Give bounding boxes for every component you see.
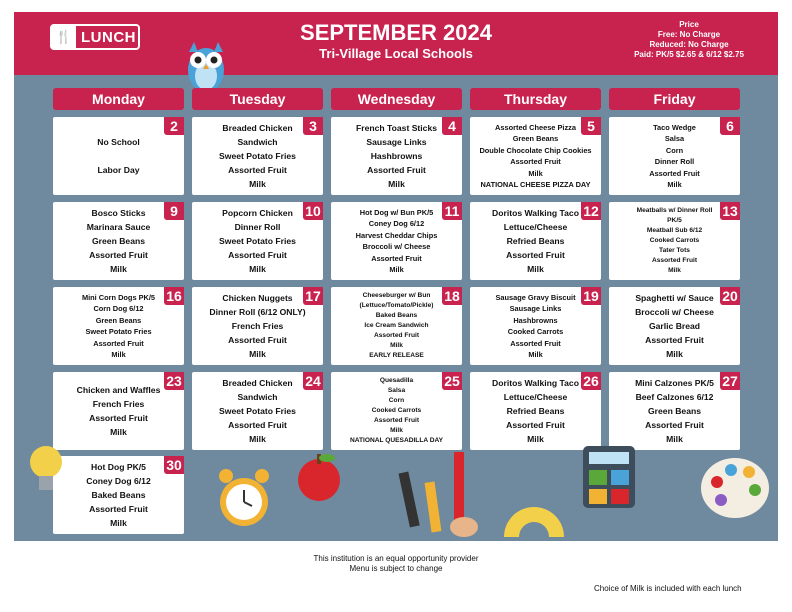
menu-items — [609, 372, 740, 450]
day-cell — [53, 202, 184, 280]
menu-item: Assorted Fruit — [510, 338, 561, 348]
menu-item: Popcorn Chicken — [222, 208, 293, 218]
menu-item: Green Beans — [95, 315, 142, 325]
price-free: Free: No Charge — [657, 30, 721, 39]
menu-item: Salsa — [387, 387, 406, 394]
menu-item: Milk — [249, 434, 266, 444]
menu-item: French Fries — [231, 321, 284, 331]
light-bulb-icon — [26, 442, 66, 502]
day-cell — [192, 202, 323, 280]
footer-menu-change: Menu is subject to change — [349, 564, 443, 573]
menu-item: Breaded Chicken — [222, 378, 293, 388]
day-cell — [192, 372, 323, 450]
price-heading: Price — [679, 20, 699, 29]
menu-item: Bosco Sticks — [91, 208, 146, 218]
menu-item: Garlic Bread — [648, 321, 701, 331]
menu-item: Assorted Fruit — [371, 253, 422, 263]
day-number: 4 — [442, 117, 462, 135]
day-cell — [470, 117, 601, 195]
menu-item: Tater Tots — [659, 247, 690, 254]
day-number: 18 — [442, 287, 462, 305]
menu-items — [609, 287, 740, 365]
price-paid: Paid: PK/5 $2.65 & 6/12 $2.75 — [634, 50, 744, 59]
menu-item: Refried Beans — [506, 236, 565, 246]
menu-item: Broccoli w/ Cheese — [635, 307, 714, 317]
day-number: 19 — [581, 287, 601, 305]
menu-item: Assorted Fruit — [93, 338, 144, 348]
day-cell — [609, 202, 740, 280]
menu-item: Cooked Carrots — [507, 327, 564, 336]
menu-item: Assorted Fruit — [89, 413, 148, 423]
price-reduced: Reduced: No Charge — [649, 40, 729, 49]
menu-items — [609, 202, 740, 280]
page-subtitle: Tri-Village Local Schools — [319, 46, 473, 61]
menu-item: Milk — [249, 264, 266, 274]
menu-items — [470, 287, 601, 365]
menu-item: Dinner Roll — [234, 222, 281, 232]
menu-items — [192, 372, 323, 450]
day-number: 26 — [581, 372, 601, 390]
apple-icon — [294, 448, 344, 504]
menu-item: Spaghetti w/ Sauce — [635, 293, 714, 303]
menu-items — [331, 117, 462, 195]
menu-item: Coney Dog 6/12 — [368, 219, 425, 228]
menu-item: Sweet Potato Fries — [85, 327, 152, 336]
protractor-icon — [499, 492, 569, 542]
menu-item: NATIONAL QUESADILLA DAY — [349, 437, 444, 444]
menu-item: Sausage Links — [509, 304, 562, 313]
day-number: 27 — [720, 372, 740, 390]
menu-items — [609, 117, 740, 195]
menu-item: Green Beans — [91, 236, 146, 246]
menu-item: Corn — [665, 145, 684, 155]
menu-item: Harvest Cheddar Chips — [355, 230, 438, 240]
menu-item: Corn — [388, 397, 405, 404]
menu-item: EARLY RELEASE — [369, 352, 424, 359]
day-number: 6 — [720, 117, 740, 135]
menu-item: Assorted Fruit — [645, 420, 704, 430]
menu-item: Assorted Fruit — [228, 250, 287, 260]
footer-equal-opportunity: This institution is an equal opportunity provider — [313, 554, 479, 563]
menu-item: Sausage Links — [366, 137, 427, 147]
menu-items — [192, 287, 323, 365]
day-cell — [470, 287, 601, 365]
day-header-thursday: Thursday — [470, 88, 601, 110]
owl-icon — [184, 38, 228, 94]
calendar-board — [14, 12, 778, 541]
menu-item: Beef Calzones 6/12 — [635, 392, 714, 402]
menu-item: No School — [97, 137, 140, 147]
day-cell — [192, 287, 323, 365]
day-cell — [53, 117, 184, 195]
menu-items — [470, 372, 601, 450]
menu-item: Assorted Fruit — [228, 165, 287, 175]
menu-items — [470, 202, 601, 280]
menu-item: Milk — [110, 427, 127, 437]
day-cell — [609, 372, 740, 450]
day-header-tuesday: Tuesday — [192, 88, 323, 110]
day-cell — [331, 287, 462, 365]
menu-item: Assorted Fruit — [510, 157, 561, 166]
day-cell — [331, 117, 462, 195]
menu-item: Milk — [249, 349, 266, 359]
menu-items — [192, 117, 323, 195]
day-number: 20 — [720, 287, 740, 305]
menu-item: Cheeseburger w/ Bun — [362, 292, 431, 299]
menu-item: Mini Corn Dogs PK/5 — [81, 292, 156, 302]
menu-item: Assorted Fruit — [89, 504, 148, 514]
menu-item: Milk — [668, 267, 681, 274]
menu-item: Lettuce/Cheese — [503, 392, 568, 402]
menu-item: PK/5 — [667, 217, 682, 224]
day-cell — [470, 372, 601, 450]
day-cell — [53, 456, 184, 534]
menu-item: Meatballs w/ Dinner Roll — [636, 207, 713, 214]
menu-item: Assorted Fruit — [89, 250, 148, 260]
menu-item: Chicken and Waffles — [76, 385, 161, 395]
menu-item: Quesadilla — [379, 377, 414, 384]
page-title: SEPTEMBER 2024 — [300, 20, 492, 45]
day-number: 17 — [303, 287, 323, 305]
menu-items — [331, 372, 462, 450]
alarm-clock-icon — [214, 462, 274, 532]
menu-item: Milk — [110, 264, 127, 274]
day-number: 11 — [442, 202, 462, 220]
menu-item: Hashbrowns — [370, 151, 423, 161]
day-number: 30 — [164, 456, 184, 474]
menu-item: Milk — [666, 434, 683, 444]
menu-item: Dinner Roll (6/12 ONLY) — [209, 307, 306, 317]
day-number: 16 — [164, 287, 184, 305]
menu-item: Milk — [110, 518, 127, 528]
menu-item: Sandwich — [237, 392, 278, 402]
day-number: 5 — [581, 117, 601, 135]
menu-item: Sweet Potato Fries — [219, 236, 296, 246]
menu-item: Assorted Fruit — [373, 417, 420, 424]
day-header-monday: Monday — [53, 88, 184, 110]
menu-item: Baked Beans — [375, 312, 418, 319]
menu-item: Taco Wedge — [653, 122, 696, 132]
menu-items — [53, 202, 184, 280]
day-header-wednesday: Wednesday — [331, 88, 462, 110]
menu-item: Assorted Fruit — [506, 250, 565, 260]
menu-item: Milk — [390, 427, 403, 434]
menu-items — [53, 117, 184, 195]
menu-item: Meatball Sub 6/12 — [646, 227, 703, 234]
menu-item: Assorted Fruit — [373, 332, 420, 339]
milk-note: Choice of Milk is included with each lunch — [594, 584, 742, 593]
menu-item: Assorted Fruit — [367, 165, 426, 175]
menu-item: Lettuce/Cheese — [503, 222, 568, 232]
day-number: 13 — [720, 202, 740, 220]
logo-text: LUNCH — [81, 28, 136, 46]
menu-item: Assorted Fruit — [228, 335, 287, 345]
day-cell — [53, 372, 184, 450]
menu-item: Assorted Fruit — [506, 420, 565, 430]
calculator-icon — [579, 442, 639, 512]
header-banner — [14, 12, 778, 75]
menu-item: Coney Dog 6/12 — [86, 476, 151, 486]
menu-item: Refried Beans — [506, 406, 565, 416]
menu-items — [192, 202, 323, 280]
day-number: 12 — [581, 202, 601, 220]
menu-item: Double Chocolate Chip Cookies — [479, 145, 592, 155]
menu-item: Assorted Cheese Pizza — [495, 122, 576, 132]
menu-item: Doritos Walking Taco — [492, 378, 579, 388]
menu-item: Salsa — [664, 134, 685, 143]
day-number: 9 — [164, 202, 184, 220]
menu-item: Milk — [667, 180, 682, 189]
menu-item: Hot Dog PK/5 — [91, 462, 146, 472]
menu-item: Milk — [527, 264, 544, 274]
menu-item: Assorted Fruit — [651, 257, 698, 264]
menu-item: Hot Dog w/ Bun PK/5 — [359, 207, 434, 217]
menu-item: Milk — [528, 350, 543, 359]
menu-item: Milk — [390, 342, 403, 349]
day-number: 25 — [442, 372, 462, 390]
menu-item: Dinner Roll — [654, 157, 695, 166]
menu-item: French Toast Sticks — [355, 123, 438, 133]
menu-items — [53, 456, 184, 534]
menu-item: Assorted Fruit — [649, 168, 700, 178]
menu-item: Milk — [249, 179, 266, 189]
menu-items — [331, 202, 462, 280]
day-number: 23 — [164, 372, 184, 390]
menu-item: Broccoli w/ Cheese — [362, 242, 431, 251]
menu-item: Green Beans — [647, 406, 702, 416]
menu-item: Sandwich — [237, 137, 278, 147]
menu-item: Milk — [389, 265, 404, 274]
day-cell — [331, 202, 462, 280]
menu-item: Milk — [666, 349, 683, 359]
day-number: 2 — [164, 117, 184, 135]
menu-items — [470, 117, 601, 195]
menu-item: Milk — [111, 350, 126, 359]
menu-item: Ice Cream Sandwich — [364, 322, 429, 329]
menu-item: Mini Calzones PK/5 — [635, 378, 714, 388]
menu-item: Corn Dog 6/12 — [93, 304, 144, 313]
day-header-friday: Friday — [609, 88, 740, 110]
menu-item: Assorted Fruit — [228, 420, 287, 430]
day-number: 3 — [303, 117, 323, 135]
menu-item: Cooked Carrots — [649, 237, 700, 244]
menu-item: Sweet Potato Fries — [219, 151, 296, 161]
day-cell — [609, 287, 740, 365]
menu-item: Sausage Gravy Biscuit — [495, 292, 576, 302]
day-cell — [192, 117, 323, 195]
menu-item: Breaded Chicken — [222, 123, 293, 133]
menu-item: Labor Day — [97, 165, 140, 175]
menu-item: Milk — [388, 179, 405, 189]
day-cell — [470, 202, 601, 280]
menu-item: Baked Beans — [91, 490, 146, 500]
menu-items — [53, 372, 184, 450]
menu-item: French Fries — [92, 399, 145, 409]
menu-item: Hashbrowns — [513, 315, 558, 325]
menu-item: Sweet Potato Fries — [219, 406, 296, 416]
day-cell — [331, 372, 462, 450]
menu-item: Green Beans — [512, 134, 559, 143]
day-number: 24 — [303, 372, 323, 390]
menu-item: (Lettuce/Tomato/Pickle) — [359, 302, 434, 309]
menu-item: Assorted Fruit — [645, 335, 704, 345]
fork-icon: 🍴 — [52, 26, 76, 48]
day-cell — [53, 287, 184, 365]
menu-item: Milk — [528, 168, 543, 178]
menu-items — [331, 287, 462, 365]
menu-item: Doritos Walking Taco — [492, 208, 579, 218]
day-number: 10 — [303, 202, 323, 220]
menu-item: Milk — [527, 434, 544, 444]
menu-items — [53, 287, 184, 365]
menu-item: Chicken Nuggets — [222, 293, 293, 303]
menu-item: NATIONAL CHEESE PIZZA DAY — [480, 180, 591, 189]
menu-item: Marinara Sauce — [86, 222, 151, 232]
paint-palette-icon — [699, 452, 771, 522]
menu-item: Cooked Carrots — [371, 407, 422, 414]
pencils-in-hands-icon — [394, 442, 494, 542]
price-info — [604, 20, 774, 60]
day-cell — [609, 117, 740, 195]
